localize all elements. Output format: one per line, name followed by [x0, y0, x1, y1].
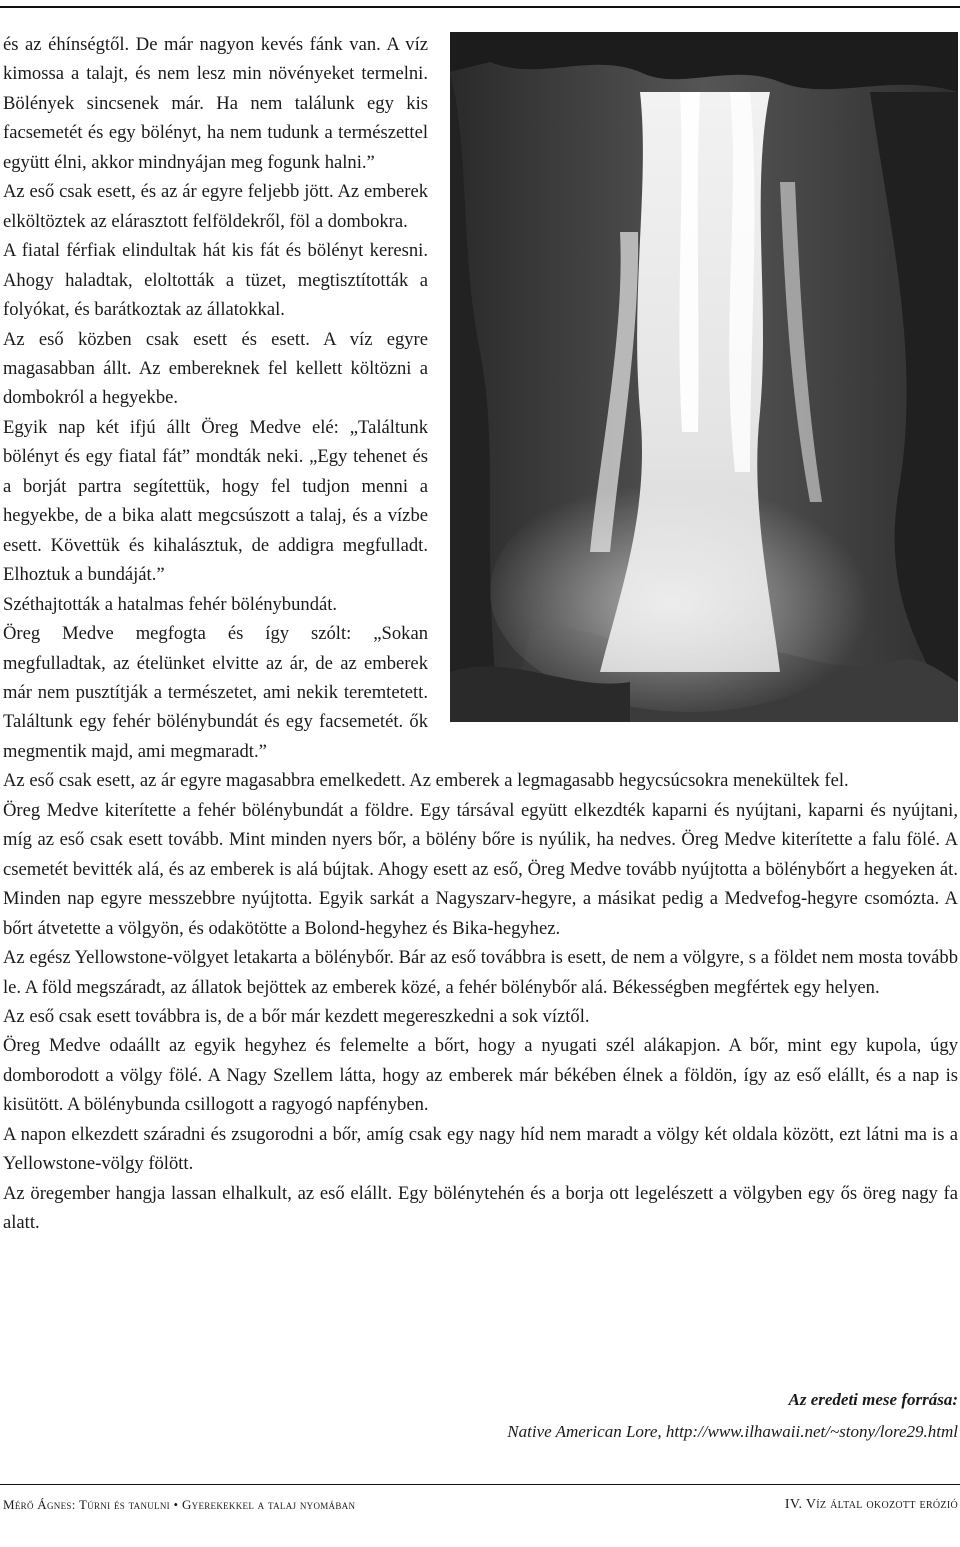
footer-author: Mérő Ágnes:	[3, 1497, 76, 1512]
footer-subtitle: Gyerekekkel a talaj nyomában	[181, 1497, 356, 1512]
paragraph: Széthajtották a hatalmas fehér bölénybundát.	[3, 593, 338, 615]
paragraph: Az eső csak esett továbbra is, de a bőr már kezdett megereszkedni a sok víztől.	[3, 1005, 590, 1027]
footer-book-title: Túrni és tanulni	[78, 1497, 170, 1512]
paragraph: Az egész Yellowstone-völgyet letakarta a bölénybőr. Bár az eső továbbra is esett, de nem a völgyre, s a földet nem mosta tovább le. A föld megszáradt, az állatok bejöttek az emberek közé, a fehér bölénybőr alá. Békességben megfértek egy helyen.	[3, 947, 958, 998]
paragraph: A fiatal férfiak elindultak hát kis fát és bölényt keresni. Ahogy haladtak, eloltották a tüzet, megtisztították a folyókat, és barátkoztak az állatokkal.	[3, 240, 428, 321]
top-rule	[0, 6, 960, 8]
footer-chapter: IV. Víz által okozott erózió	[784, 1497, 958, 1512]
footer-book-info	[3, 1494, 355, 1516]
footer-rule	[0, 1484, 960, 1485]
source-citation: Native American Lore, http://www.ilhawaii.net/~stony/lore29.html	[507, 1422, 958, 1441]
footer-bullet: •	[173, 1497, 179, 1512]
paragraph: Egyik nap két ifjú állt Öreg Medve elé: „Találtunk bölényt és egy fiatal fát” mondták neki. „Egy tehenet és a borját partra segítettük, hogy fel tudjon menni a hegyekbe, de a bika alatt megcsúszott a talaj, és a vízbe esett. Követtük és kihalásztuk, de addigra megfulladt. Elhoztuk a bundáját.”	[3, 416, 428, 586]
paragraph: Öreg Medve megfogta és így szólt: „Sokan megfulladtak, az ételünket elvitte az ár, de az emberek már nem pusztítják a természetet, ami nekik teremtetett. Találtunk egy fehér bölénybundát és egy facsemetét. ők megmentik majd, ami megmaradt.”	[3, 623, 428, 762]
paragraph: Az eső közben csak esett és esett. A víz egyre magasabban állt. Az embereknek fel kellett költözni a dombokról a hegyekbe.	[3, 328, 428, 409]
page-footer	[3, 1494, 958, 1516]
paragraph: Öreg Medve odaállt az egyik hegyhez és felemelte a bőrt, hogy a nyugati szél alákapjon. A bőr, mint egy kupola, úgy domborodott a völgy fölé. A Nagy Szellem látta, hogy az emberek már békében élnek a földön, így az eső elállt, és a nap is kisütött. A bölénybunda csillogott a ragyogó napfényben.	[3, 1035, 958, 1116]
waterfall-photo	[450, 32, 958, 722]
paragraph: Az eső csak esett, és az ár egyre feljebb jött. Az emberek elköltöztek az elárasztott felföldekről, föl a dombokra.	[3, 181, 428, 232]
page-body	[3, 30, 958, 1238]
source-note	[507, 1384, 958, 1448]
paragraph: és az éhínségtől. De már nagyon kevés fánk van. A víz kimossa a talajt, és nem lesz min növényeket termelni. Bölények sincsenek már. Ha nem találunk egy kis facsemetét és egy bölényt, ha nem tudunk a természettel együtt élni, akkor mindnyájan meg fogunk halni.”	[3, 34, 428, 173]
source-label: Az eredeti mese forrása:	[788, 1390, 958, 1409]
paragraph: A napon elkezdett száradni és zsugorodni a bőr, amíg csak egy nagy híd nem maradt a völgy két oldala között, ezt látni ma is a Yellowstone-völgy fölött.	[3, 1123, 958, 1175]
paragraph: Az eső csak esett, az ár egyre magasabbra emelkedett. Az emberek a legmagasabb hegycsúcsokra menekültek fel.	[3, 770, 849, 792]
paragraph: Az öregember hangja lassan elhalkult, az eső elállt. Egy bölénytehén és a borja ott legelészett a völgyben egy ős öreg nagy fa alatt.	[3, 1182, 958, 1234]
paragraph: Öreg Medve kiterítette a fehér bölénybundát a földre. Egy társával együtt elkezdték kaparni és nyújtani, kaparni és nyújtani, míg az eső csak esett tovább. Mint minden nyers bőr, a bölény bőre is nyúlik, ha nedves. Öreg Medve kiterítette a falu fölé. A csemetét bevitték alá, és az emberek is alá bújtak. Ahogy esett az eső, Öreg Medve tovább nyújtotta a bölénybőrt a hegyeken át. Minden nap egyre messzebbre nyújtotta. Egyik sarkát a Nagyszarv-hegyre, a másikat pedig a Medvefog-hegyre csomózta. A bőrt átvetette a völgyön, és odakötötte a Bolond-hegyhez és Bika-hegyhez.	[3, 799, 958, 939]
